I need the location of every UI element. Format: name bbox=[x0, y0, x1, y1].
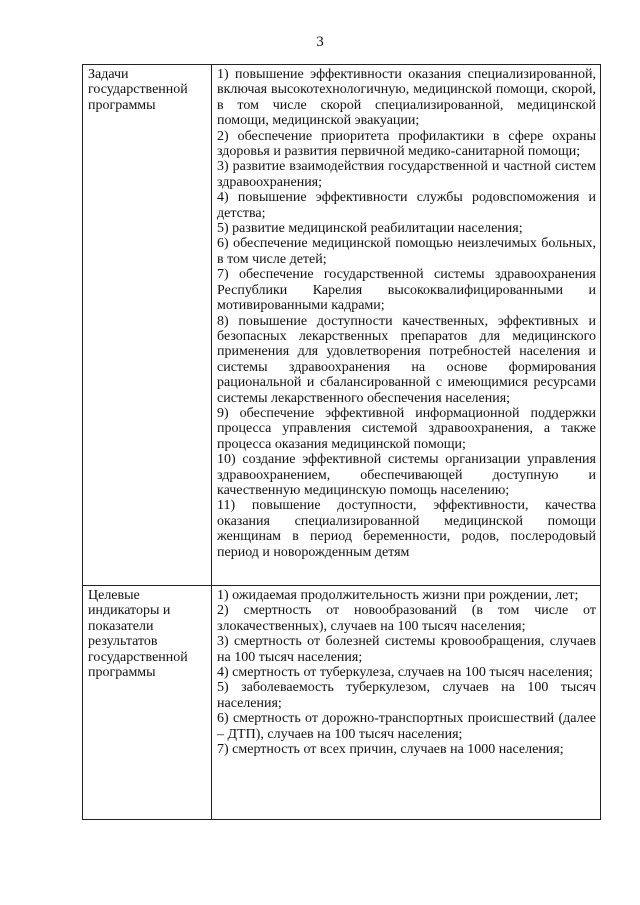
indicator-item-1: 1) ожидаемая продолжительность жизни при рождении, лет; bbox=[217, 588, 579, 603]
row-label-indicators: Целевые индикаторы и показатели результатов государственной программы bbox=[88, 588, 188, 681]
indicator-item-5: 5) заболеваемость туберкулезом, случаев на 100 тысяч населения; bbox=[217, 680, 596, 711]
task-item-2: 2) обеспечение приоритета профилактики в сфере охраны здоровья и развития первичной медико-санитарной помощи; bbox=[217, 128, 596, 160]
task-item-7: 7) обеспечение государственной системы здравоохранения Республики Карелия высококвалифицированными и мотивированными кадрами; bbox=[217, 267, 596, 314]
row-label-tasks: Задачи государственной программы bbox=[88, 67, 188, 113]
indicator-item-7: 7) смертность от всех причин, случаев на 1000 населения; bbox=[217, 742, 564, 758]
row-label-cell bbox=[83, 586, 212, 820]
indicator-item-6: 6) смертность от дорожно-транспортных происшествий (далее – ДТП), случаев на 100 тысяч населения; bbox=[217, 711, 596, 742]
table-row-tasks bbox=[83, 65, 601, 586]
program-passport-table bbox=[82, 64, 601, 820]
row-content-cell bbox=[212, 65, 601, 586]
task-item-10: 10) создание эффективной системы организации управления здравоохранением, обеспечивающей доступную и качественную медицинскую помощь населению; bbox=[217, 452, 596, 498]
task-item-5: 5) развитие медицинской реабилитации населения; bbox=[217, 221, 523, 237]
task-item-4: 4) повышение эффективности службы родовспоможения и детства; bbox=[217, 190, 596, 221]
task-item-8: 8) повышение доступности качественных, эффективных и безопасных лекарственных препаратов для медицинского применения для удовлетворения потребностей населения и системы здравоохранения на основе формирования рациональной и сбалансированной с имеющимися ресурсами системы лекарственного обеспечения населения; bbox=[217, 313, 596, 406]
row-label-cell bbox=[83, 65, 212, 586]
task-item-11: 11) повышение доступности, эффективности, качества оказания специализированной медицинской помощи женщинам в период беременности, родов, послеродовый период и новорожденным детям bbox=[217, 498, 596, 560]
indicator-item-3: 3) смертность от болезней системы кровообращения, случаев на 100 тысяч населения; bbox=[217, 634, 596, 665]
task-item-6: 6) обеспечение медицинской помощью неизлечимых больных, в том числе детей; bbox=[217, 236, 596, 267]
task-item-9: 9) обеспечение эффективной информационной поддержки процесса управления системой здравоохранения, а также процесса оказания медицинской помощи; bbox=[217, 405, 596, 452]
indicator-item-2: 2) смертность от новообразований (в том числе от злокачественных), случаев на 100 тысяч населения; bbox=[217, 603, 596, 634]
task-item-3: 3) развитие взаимодействия государственной и частной систем здравоохранения; bbox=[217, 159, 596, 190]
page-number: 3 bbox=[316, 34, 324, 50]
row-content-cell bbox=[212, 586, 601, 820]
table-row-indicators bbox=[83, 586, 601, 820]
task-item-1: 1) повышение эффективности оказания специализированной, включая высокотехнологичную, медицинской помощи, скорой, в том числе скорой специализированной, медицинской помощи, медицинской эвакуации; bbox=[217, 67, 596, 129]
indicator-item-4: 4) смертность от туберкулеза, случаев на 100 тысяч населения; bbox=[217, 665, 593, 681]
